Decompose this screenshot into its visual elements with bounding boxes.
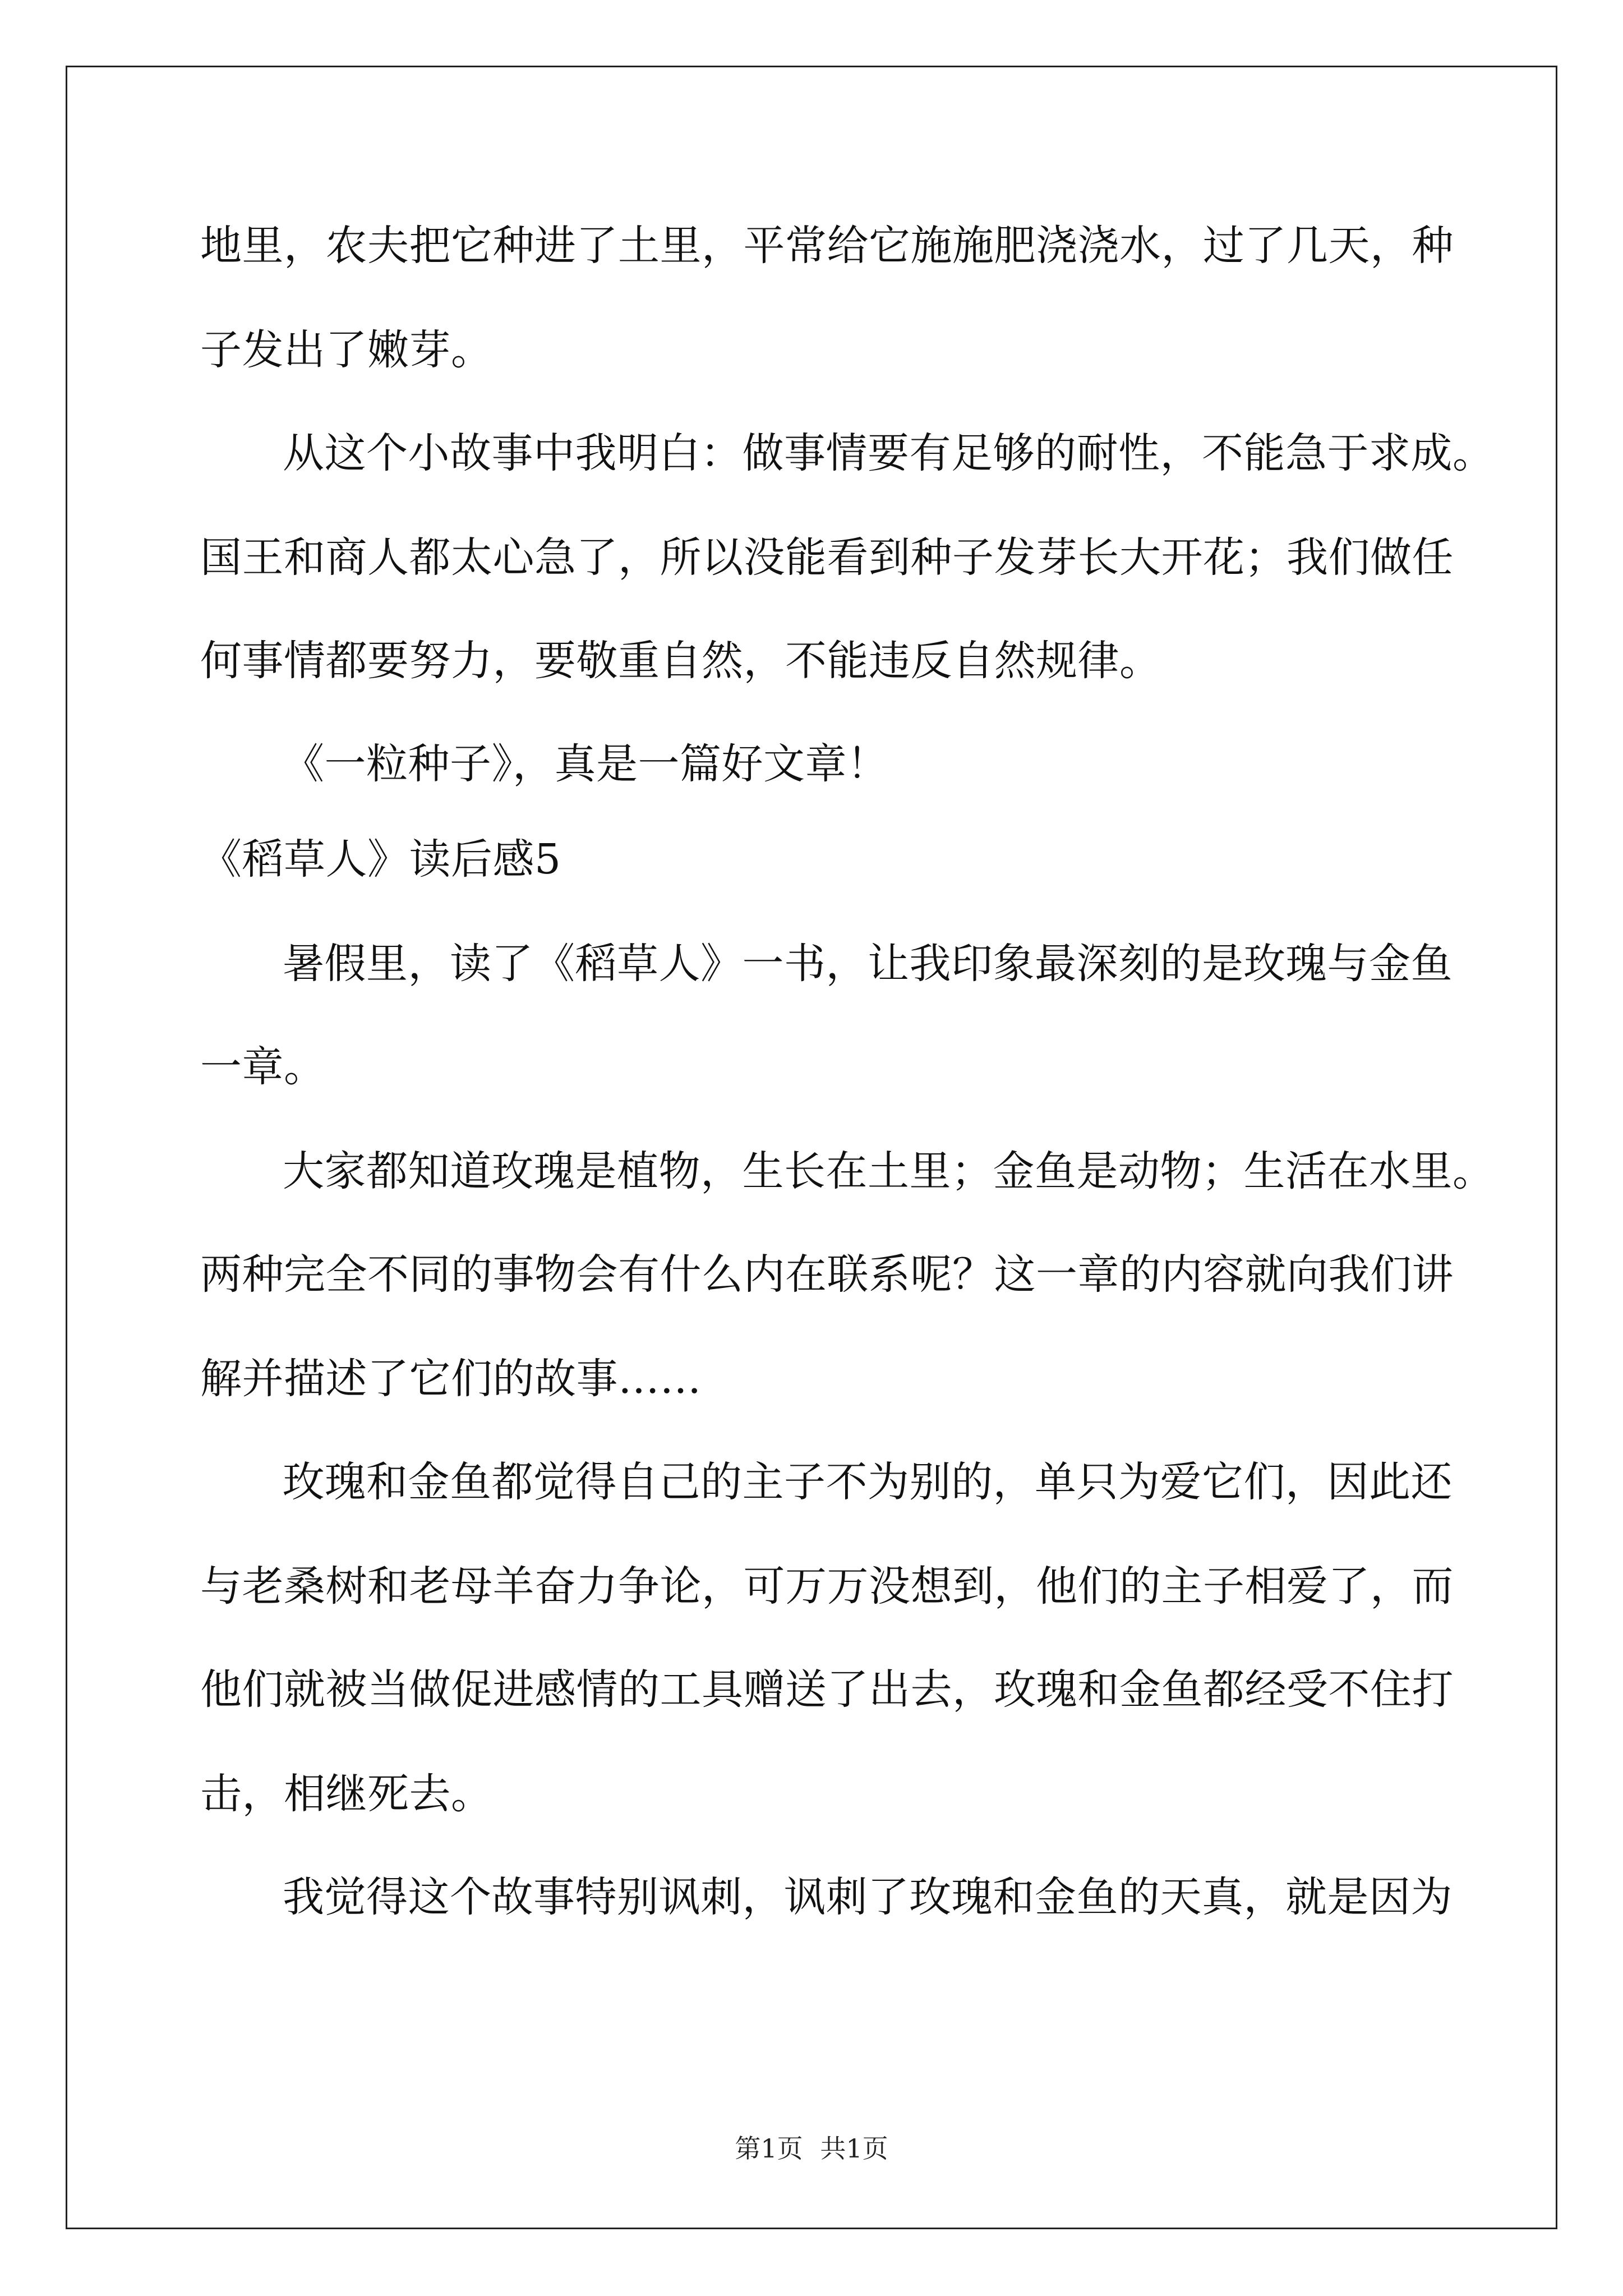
paragraph-line: 《一粒种子》，真是一篇好文章！ [283,740,889,788]
paragraph-line: 从这个小故事中我明白：做事情要有足够的耐性，不能急于求成。 [283,429,1495,477]
paragraph-line: 大家都知道玫瑰是植物，生长在土里；金鱼是动物；生活在水里。 [283,1147,1495,1195]
page-footer [0,2132,1623,2165]
paragraph-line: 玫瑰和金鱼都觉得自己的主子不为别的，单只为爱它们，因此还 [283,1458,1453,1506]
paragraph-line: 与老桑树和老母羊奋力争论，可万万没想到，他们的主子相爱了，而 [200,1562,1454,1611]
paragraph-line: 一章。 [200,1043,326,1091]
paragraph-line: 解并描述了它们的故事…… [200,1355,702,1403]
section-heading: 《稻草人》读后感5 [200,835,561,884]
page-number: 第1页 [735,2133,803,2164]
paragraph-line: 暑假里，读了《稻草人》一书，让我印象最深刻的是玫瑰与金鱼 [283,940,1453,988]
paragraph-line: 国王和商人都太心急了，所以没能看到种子发芽长大开花；我们做任 [200,533,1454,582]
paragraph-line: 击，相继死去。 [200,1770,493,1818]
paragraph-line: 地里，农夫把它种进了土里，平常给它施施肥浇浇水，过了几天，种 [200,222,1454,270]
paragraph-line: 我觉得这个故事特别讽刺，讽刺了玫瑰和金鱼的天真，就是因为 [283,1873,1453,1921]
page-total: 共1页 [820,2133,888,2164]
paragraph-line: 两种完全不同的事物会有什么内在联系呢？这一章的内容就向我们讲 [200,1250,1454,1299]
paragraph-line: 何事情都要努力，要敬重自然，不能违反自然规律。 [200,637,1161,685]
paragraph-line: 子发出了嫩芽。 [200,326,493,374]
paragraph-line: 他们就被当做促进感情的工具赠送了出去，玫瑰和金鱼都经受不住打 [200,1665,1454,1714]
